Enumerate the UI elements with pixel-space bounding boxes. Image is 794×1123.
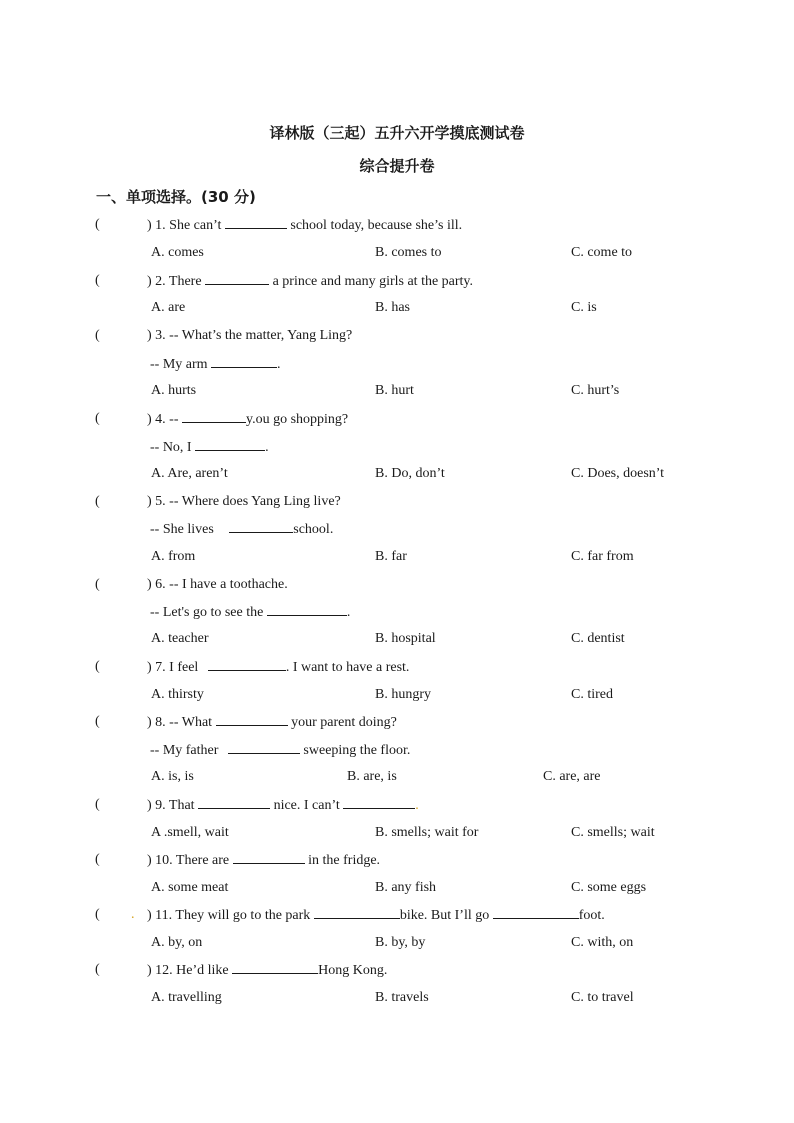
question-text: ) 10. There are [147, 853, 233, 868]
question-text: ) 5. -- Where does Yang Ling live? [147, 494, 341, 509]
option-b: B. hospital [375, 631, 436, 646]
option-a: A. thirsty [151, 687, 204, 702]
option-b: B. travels [375, 990, 429, 1005]
question-text: ) 8. -- What [147, 715, 216, 730]
question-text: a prince and many girls at the party. [269, 274, 474, 289]
question-text: school today, because she’s ill. [286, 218, 463, 233]
question-text: ) 4. -- [147, 412, 182, 427]
answer-blank [493, 906, 579, 919]
question-text: your parent doing? [287, 715, 397, 730]
question-text: ) 3. -- What’s the matter, Yang Ling? [147, 328, 353, 343]
question-text: bike. But I’ll go [399, 908, 493, 923]
reply-text: -- My father [150, 743, 222, 758]
answer-blank [314, 906, 400, 919]
option-a: A. some meat [151, 880, 229, 895]
option-c: C. with, on [571, 935, 634, 950]
answer-blank [225, 216, 287, 229]
answer-paren: ( [95, 273, 100, 288]
answer-paren: ( [95, 328, 100, 343]
reply-text: . [277, 357, 281, 372]
answer-blank [205, 272, 269, 285]
answer-blank [232, 961, 318, 974]
reply-text: . [265, 440, 269, 455]
option-c: C. hurt’s [571, 383, 620, 398]
question-text: ) 6. -- I have a toothache. [147, 577, 288, 592]
answer-paren: ( [95, 577, 100, 592]
option-c: C. smells; wait [571, 825, 655, 840]
option-b: B. hungry [375, 687, 431, 702]
question-text: ) 2. There [147, 274, 206, 289]
option-a: A .smell, wait [151, 825, 229, 840]
answer-blank [211, 355, 277, 368]
answer-blank [343, 796, 415, 809]
answer-paren: ( [95, 659, 100, 674]
question-text: ) 11. They will go to the park [147, 908, 314, 923]
answer-paren: ( [95, 217, 100, 232]
option-c: C. tired [571, 687, 613, 702]
mark-dot: . [131, 907, 135, 922]
page-subtitle: 综合提升卷 [359, 157, 435, 175]
option-a: A. by, on [151, 935, 203, 950]
option-c: C. to travel [571, 990, 634, 1005]
answer-paren: ( [95, 852, 100, 867]
question-text: ) 12. He’d like [147, 963, 233, 978]
answer-blank [229, 520, 293, 533]
option-a: A. from [151, 549, 196, 564]
option-b: B. Do, don’t [375, 466, 445, 481]
option-c: C. some eggs [571, 880, 647, 895]
option-b: B. are, is [347, 769, 397, 784]
reply-text: . [346, 605, 351, 620]
option-c: C. is [571, 300, 597, 315]
option-a: A. are [151, 300, 186, 315]
question-text: y.ou go shopping? [246, 412, 349, 427]
reply-text: -- My arm [150, 357, 212, 372]
answer-paren: ( [95, 962, 100, 977]
option-b: B. comes to [375, 245, 442, 260]
option-c: C. far from [571, 549, 634, 564]
answer-blank [233, 851, 305, 864]
question-text: Hong Kong. [318, 963, 388, 978]
option-c: C. come to [571, 245, 633, 260]
option-a: A. teacher [151, 631, 209, 646]
question-text: . [415, 798, 419, 813]
reply-text: sweeping the floor. [299, 743, 411, 758]
reply-text: -- No, I [150, 440, 196, 455]
option-b: B. hurt [375, 383, 414, 398]
answer-blank [228, 741, 300, 754]
option-a: A. comes [151, 245, 204, 260]
answer-blank [267, 603, 347, 616]
option-b: B. far [375, 549, 407, 564]
option-c: C. Does, doesn’t [571, 466, 665, 481]
option-c: C. are, are [543, 769, 601, 784]
question-text: ) 9. That [147, 798, 199, 813]
answer-blank [195, 438, 265, 451]
question-text: in the fridge. [304, 853, 381, 868]
answer-paren: ( [95, 494, 100, 509]
answer-blank [216, 713, 288, 726]
answer-blank [198, 796, 270, 809]
page-title: 译林版（三起）五升六开学摸底测试卷 [269, 124, 525, 142]
question-text: ) 7. I feel [147, 660, 202, 675]
option-b: B. any fish [375, 880, 437, 895]
question-text: . I want to have a rest. [285, 660, 410, 675]
reply-text: -- Let's go to see the [150, 605, 267, 620]
option-b: B. has [375, 300, 410, 315]
question-text: ) 1. She can’t [147, 218, 225, 233]
answer-paren: ( [95, 907, 100, 922]
answer-blank [182, 410, 246, 423]
reply-text: -- She lives [150, 522, 218, 537]
option-b: B. smells; wait for [375, 825, 479, 840]
option-a: A. Are, aren’t [151, 466, 228, 481]
answer-paren: ( [95, 797, 100, 812]
answer-blank [208, 658, 286, 671]
option-a: A. travelling [151, 990, 222, 1005]
option-a: A. hurts [151, 383, 197, 398]
option-b: B. by, by [375, 935, 426, 950]
reply-text: school. [293, 522, 334, 537]
section-heading: 一、单项选择。(30 分) [96, 188, 256, 206]
question-text: nice. I can’t [270, 798, 344, 813]
option-a: A. is, is [151, 769, 194, 784]
answer-paren: ( [95, 411, 100, 426]
option-c: C. dentist [571, 631, 625, 646]
answer-paren: ( [95, 714, 100, 729]
question-text: foot. [578, 908, 605, 923]
